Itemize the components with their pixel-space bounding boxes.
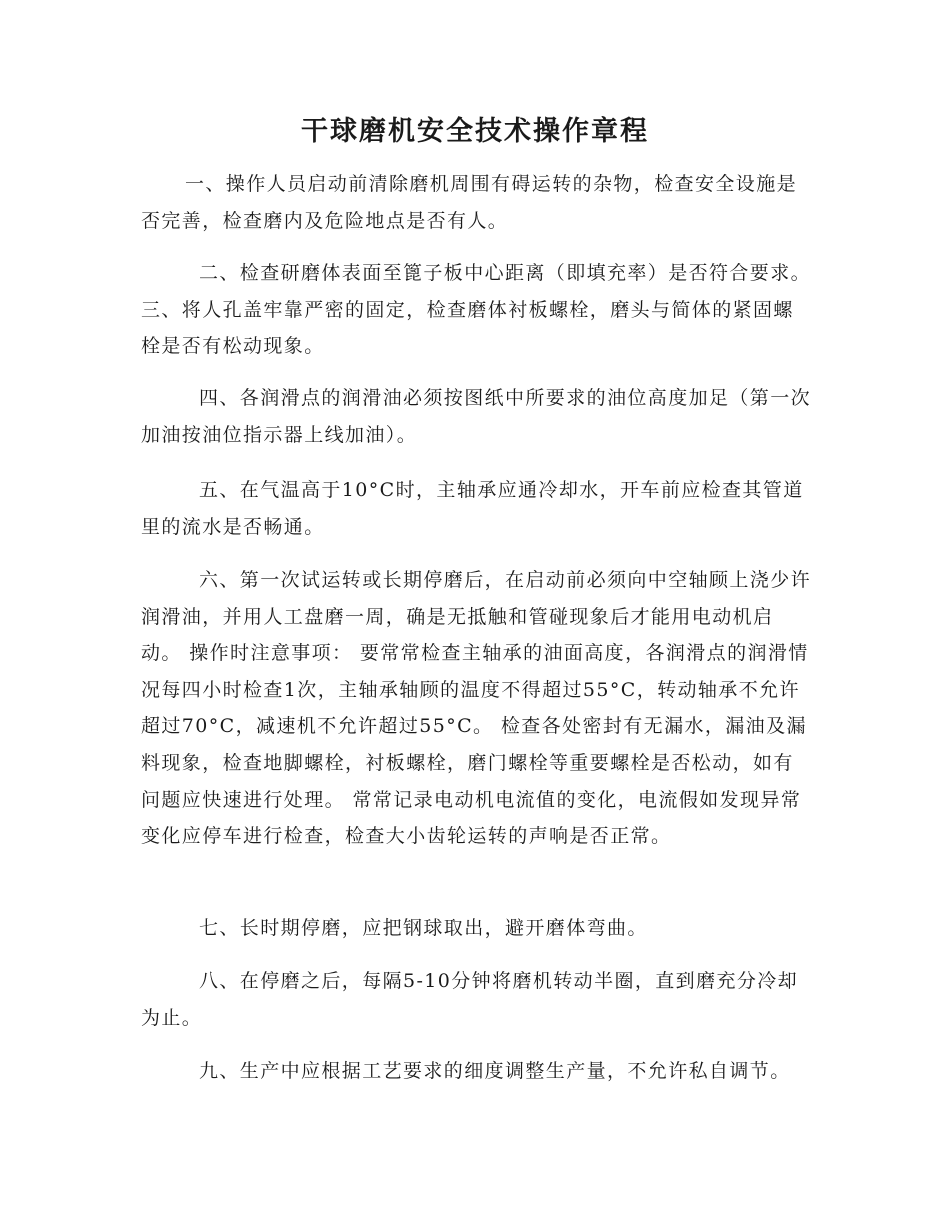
paragraph-1: 一、操作人员启动前清除磨机周围有碍运转的杂物，检查安全设施是否完善，检查磨内及危险地点是否有人。 <box>141 173 798 232</box>
paragraph-4: 五、在气温高于10°C时，主轴承应通冷却水，开车前应检查其管道里的流水是否畅通。 <box>141 479 804 538</box>
paragraph-8: 九、生产中应根据工艺要求的细度调整生产量，不允许私自调节。 <box>199 1060 791 1082</box>
document-title: 干球磨机安全技术操作章程 <box>301 116 649 147</box>
paragraph-2: 二、检查研磨体表面至篦子板中心距离（即填充率）是否符合要求。 三、将人孔盖牢靠严密的固定，检查磨体衬板螺栓，磨头与简体的紧固螺栓是否有松动现象。 <box>141 262 812 358</box>
paragraph-5: 六、第一次试运转或长期停磨后，在启动前必须向中空轴顾上浇少许润滑油，并用人工盘磨一周，确是无抵触和管碰现象后才能用电动机启动。 操作时注意事项： 要常常检查主轴承的油面高度，各润滑点的润滑情况每四小时检查1次，主轴承轴顾的温度不得超过55°C，转动轴承不允许超过70°C，减速机不允许超过55°C。 检查各处密封有无漏水，漏油及漏料现象，检查地脚螺栓，衬板螺栓，磨门螺栓等重要螺栓是否松动，如有问题应快速进行处理。 常常记录电动机电流值的变化，电流假如发现异常变化应停车进行检查，检查大小齿轮运转的声响是否正常。 <box>141 569 812 848</box>
paragraph-7: 八、在停磨之后，每隔5-10分钟将磨机转动半圈，直到磨充分冷却为止。 <box>141 970 799 1029</box>
paragraph-6: 七、长时期停磨，应把钢球取出，避开磨体弯曲。 <box>199 917 648 939</box>
paragraph-3: 四、各润滑点的润滑油必须按图纸中所要求的油位高度加足（第一次加油按油位指示器上线加油）。 <box>141 387 812 446</box>
